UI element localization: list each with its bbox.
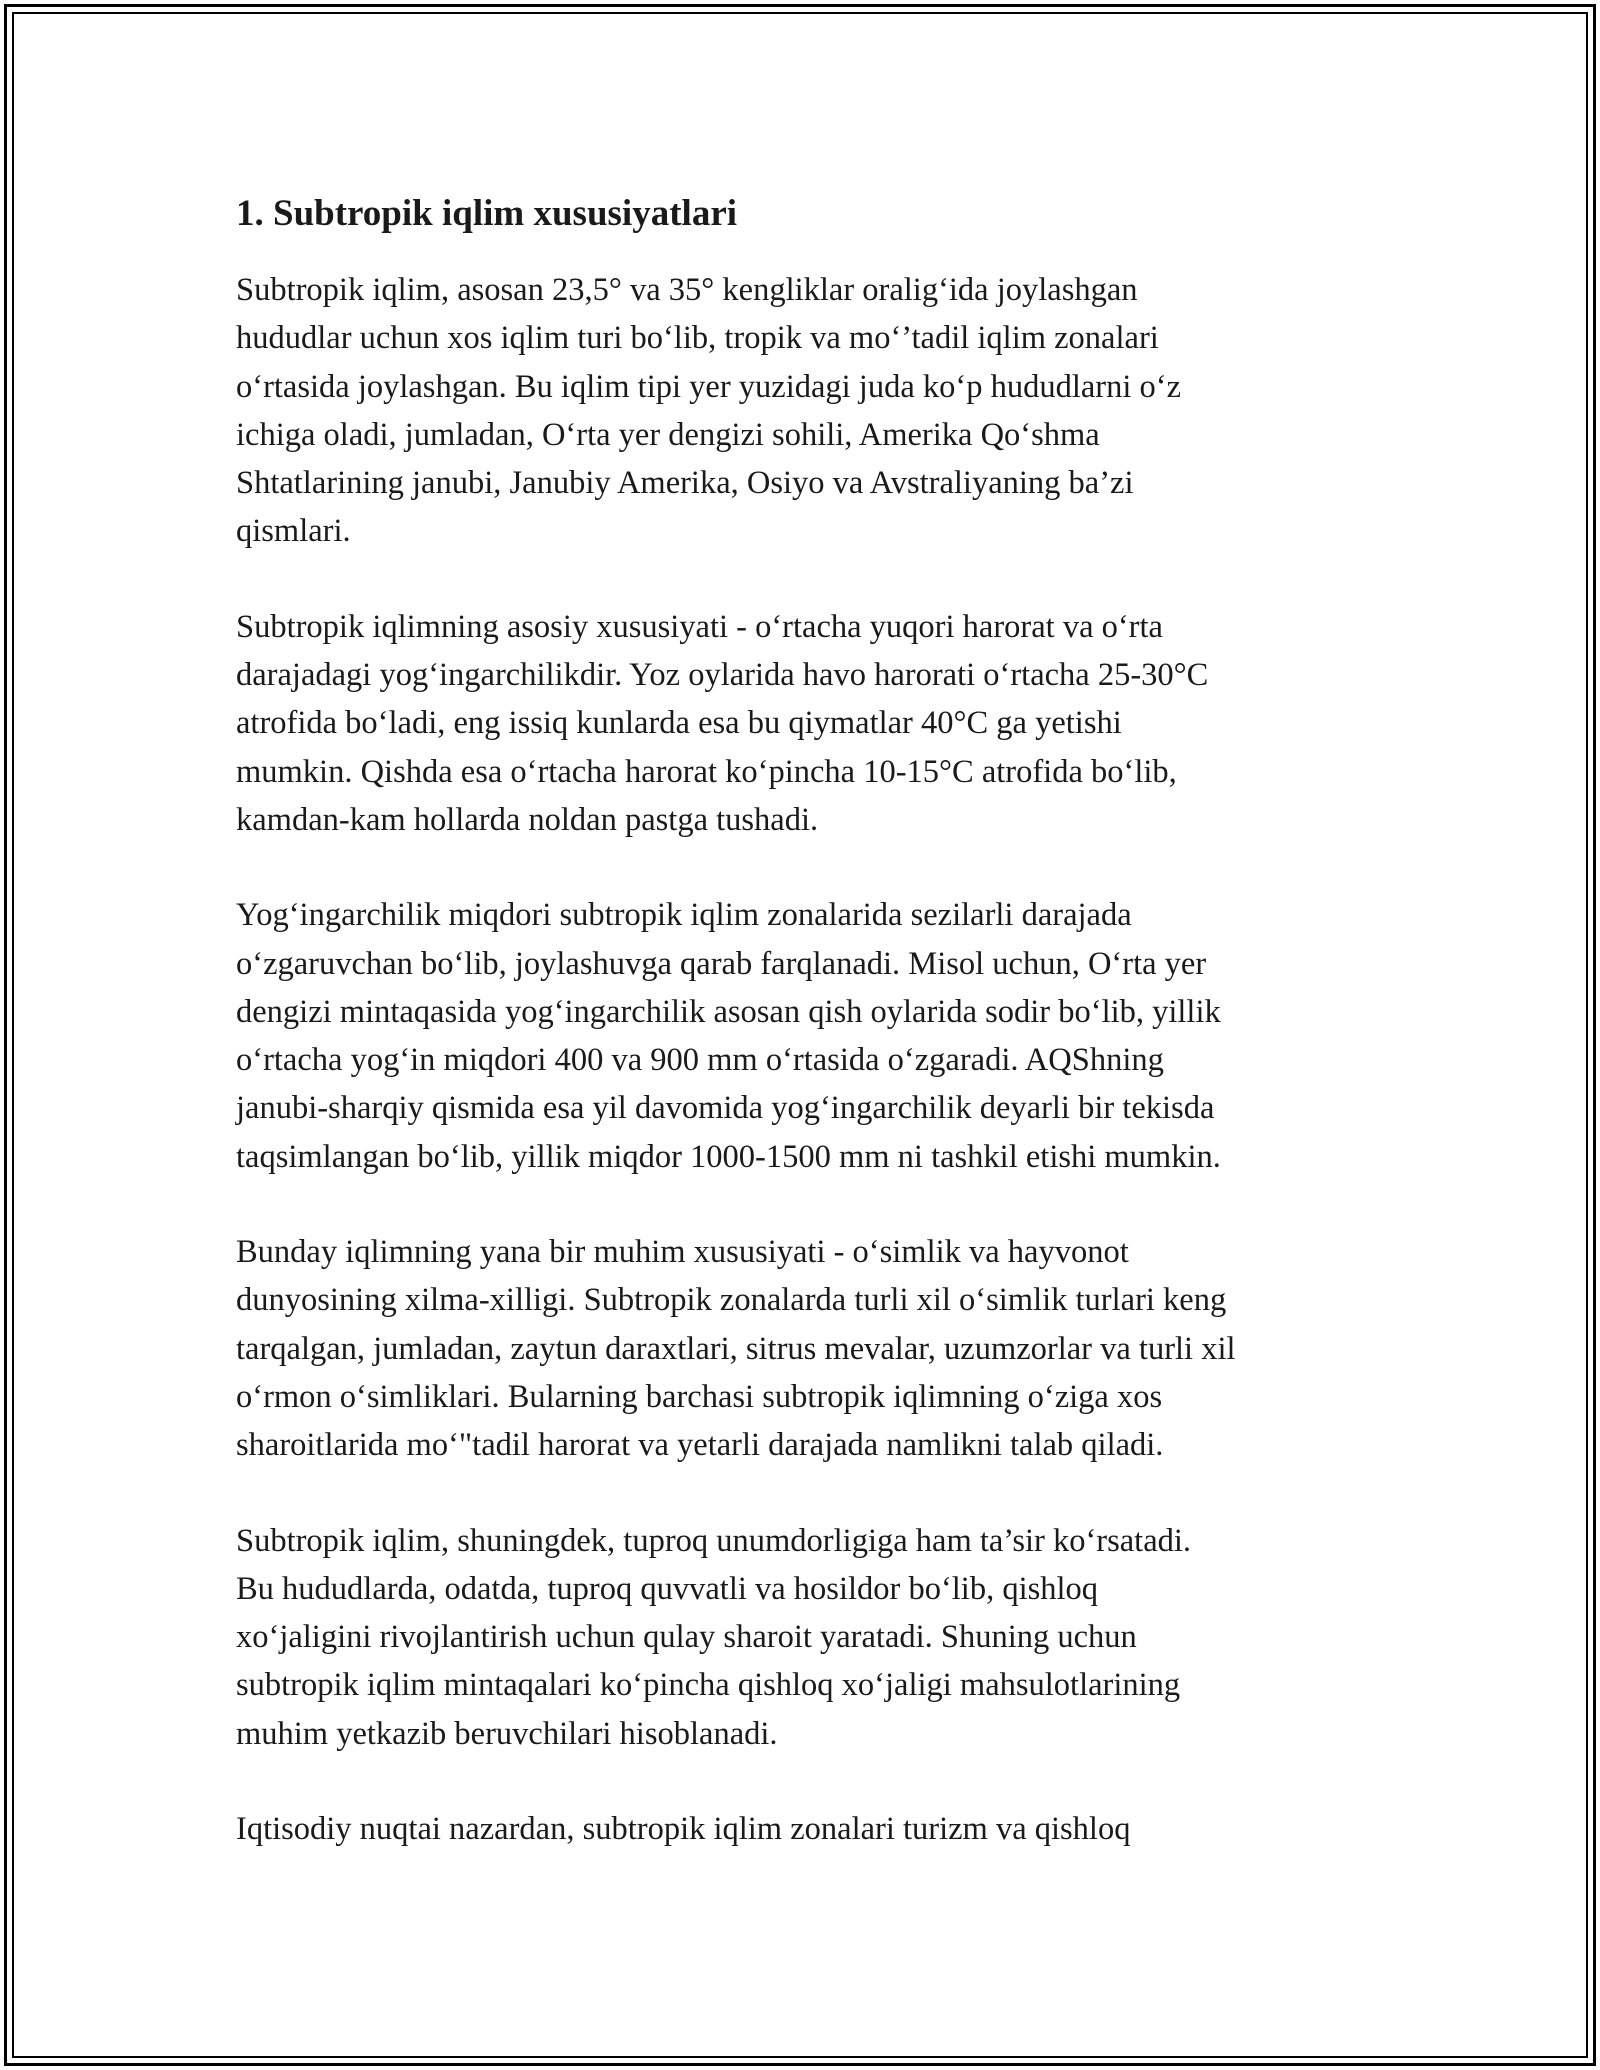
paragraph-economy: Iqtisodiy nuqtai nazardan, subtropik iqlim zonalari turizm va qishloq (236, 1811, 1131, 1848)
paragraph-biodiversity: Bunday iqlimning yana bir muhim xususiyati - o‘simlik va hayvonot dunyosining xilma-xilligi. Subtropik zonalarda turli xil o‘simlik turlari keng tarqalgan, jumladan, zaytun daraxtlari, sitrus mevalar, uzumzorlar va turli xil o‘rmon o‘simliklari. Bularning barchasi subtropik iqlimning o‘ziga xos sharoitlarida mo‘"tadil harorat va yetarli darajada namlikni talab qiladi. (236, 1234, 1236, 1464)
paragraph-soil-fertility: Subtropik iqlim, shuningdek, tuproq unumdorligiga ham ta’sir ko‘rsatadi. Bu hududlarda, odatda, tuproq quvvatli va hosildor bo‘lib, qishloq xo‘jaligini rivojlantirish uchun qulay sharoit yaratadi. Shuning uchun subtropik iqlim mintaqalari ko‘pincha qishloq xo‘jaligi mahsulotlarining muhim yetkazib beruvchilari hisoblanadi. (236, 1522, 1192, 1752)
paragraph-precipitation: Yog‘ingarchilik miqdori subtropik iqlim zonalarida sezilarli darajada o‘zgaruvchan bo‘lib, joylashuvga qarab farqlanadi. Misol uchun, O‘rta yer dengizi mintaqasida yog‘ingarchilik asosan qish oylarida sodir bo‘lib, yillik o‘rtacha yog‘in miqdori 400 va 900 mm o‘rtasida o‘zgaradi. AQShning janubi-sharqiy qismida esa yil davomida yog‘ingarchilik deyarli bir tekisda taqsimlangan bo‘lib, yillik miqdor 1000-1500 mm ni tashkil etishi mumkin. (236, 897, 1221, 1175)
document-body (236, 190, 1396, 1900)
paragraph-climate-overview: Subtropik iqlim, asosan 23,5° va 35° kengliklar oralig‘ida joylashgan hududlar uchun xos iqlim turi bo‘lib, tropik va mo‘’tadil iqlim zonalari o‘rtasida joylashgan. Bu iqlim tipi yer yuzidagi juda ko‘p hududlarni o‘z ichiga oladi, jumladan, O‘rta yer dengizi sohili, Amerika Qo‘shma Shtatlarining janubi, Janubiy Amerika, Osiyo va Avstraliyaning ba’zi qismlari. (236, 272, 1182, 550)
section-heading: 1. Subtropik iqlim xususiyatlari (236, 193, 738, 234)
paragraph-temperature: Subtropik iqlimning asosiy xususiyati - o‘rtacha yuqori harorat va o‘rta darajadagi yog‘ingarchilikdir. Yoz oylarida havo harorati o‘rtacha 25-30°C atrofida bo‘ladi, eng issiq kunlarda esa bu qiymatlar 40°C ga yetishi mumkin. Qishda esa o‘rtacha harorat ko‘pincha 10-15°C atrofida bo‘lib, kamdan-kam hollarda noldan pastga tushadi. (236, 608, 1209, 838)
